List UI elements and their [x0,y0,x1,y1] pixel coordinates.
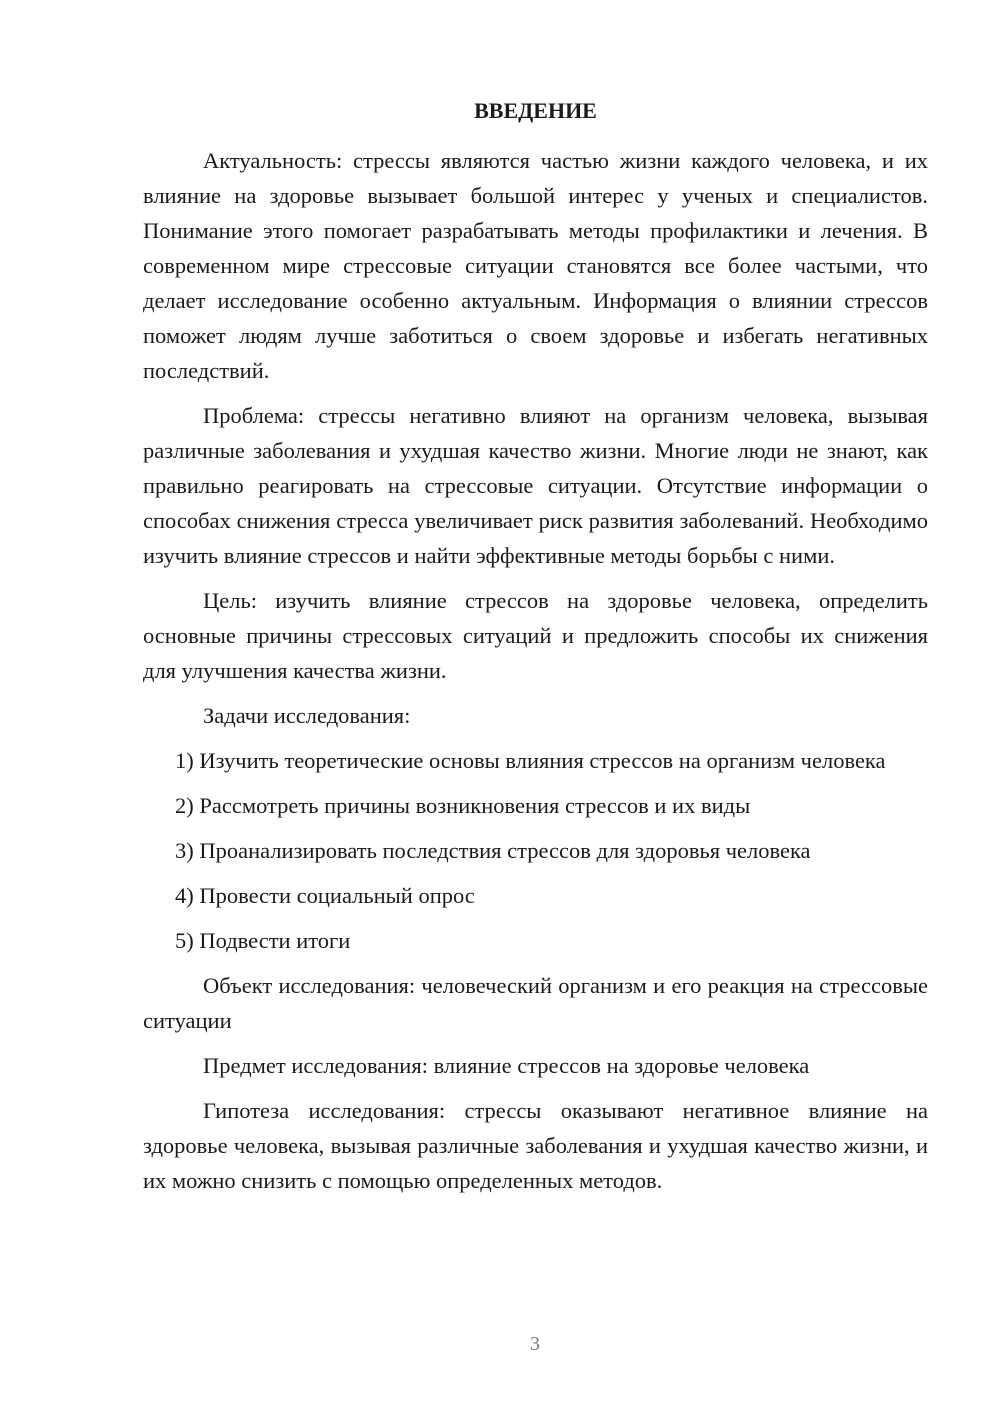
paragraph-hypothesis: Гипотеза исследования: стрессы оказывают негативное влияние на здоровье человека, вызывая различные заболевания и ухудшая качество жизни, и их можно снизить с помощью определенных методов. [143,1098,928,1193]
section-title: ВВЕДЕНИЕ [474,98,597,123]
task-item-5: 5) Подвести итоги [175,928,351,953]
paragraph-problem: Проблема: стрессы негативно влияют на организм человека, вызывая различные заболевания и ухудшая качество жизни. Многие люди не знают, как правильно реагировать на стрессовые ситуации. Отсутствие информации о способах снижения стресса увеличивает риск развития заболеваний. Необходимо изучить влияние стрессов и найти эффективные методы борьбы с ними. [143,403,928,568]
task-item-1: 1) Изучить теоретические основы влияния стрессов на организм человека [175,748,886,773]
page-content [143,96,928,1208]
paragraph-relevance: Актуальность: стрессы являются частью жизни каждого человека, и их влияние на здоровье вызывает большой интерес у ученых и специалистов. Понимание этого помогает разрабатывать методы профилактики и лечения. В современном мире стрессовые ситуации становятся все более частыми, что делает исследование особенно актуальным. Информация о влиянии стрессов поможет людям лучше заботиться о своем здоровье и избегать негативных последствий. [143,148,928,383]
paragraph-goal: Цель: изучить влияние стрессов на здоровье человека, определить основные причины стрессовых ситуаций и предложить способы их снижения для улучшения качества жизни. [143,588,928,683]
tasks-list [143,743,928,958]
paragraph-subject: Предмет исследования: влияние стрессов на здоровье человека [203,1053,810,1078]
tasks-heading: Задачи исследования: [203,703,411,728]
task-item-4: 4) Провести социальный опрос [175,883,475,908]
task-item-3: 3) Проанализировать последствия стрессов для здоровья человека [175,838,811,863]
page-number: 3 [530,1333,540,1355]
task-item-2: 2) Рассмотреть причины возникновения стрессов и их виды [175,793,751,818]
paragraph-object: Объект исследования: человеческий организм и его реакция на стрессовые ситуации [143,973,928,1033]
